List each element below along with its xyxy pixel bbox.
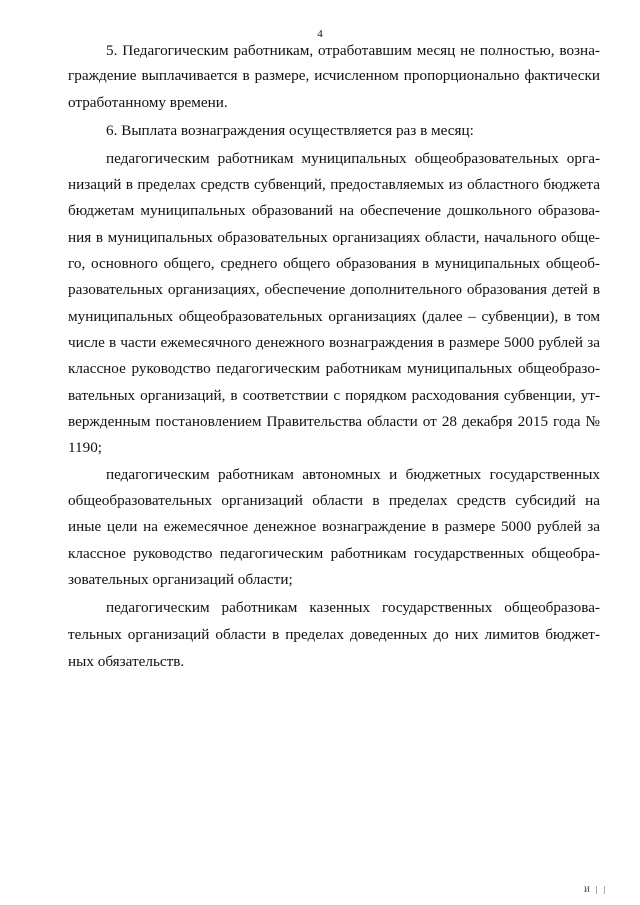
- text-line: вательных организаций, в соответствии с порядком расходования субвенции, ут-: [68, 387, 600, 404]
- text-line: тельных организаций области в пределах доведенных до них лимитов бюджет-: [68, 626, 600, 643]
- text-line: 5. Педагогическим работникам, отработавшим месяц не полностью, возна-: [106, 42, 600, 59]
- text-line: отработанному времени.: [68, 94, 228, 111]
- text-line: классное руководство педагогическим работникам муниципальных общеобразо-: [68, 360, 600, 377]
- text-line: вержденным постановлением Правительства области от 28 декабря 2015 года №: [68, 413, 600, 430]
- text-line: ных обязательств.: [68, 653, 185, 670]
- text-line: общеобразовательных организаций области в пределах средств субсидий на: [68, 492, 600, 509]
- text-line: классное руководство педагогическим работникам государственных общеобра-: [68, 545, 600, 562]
- text-line: зовательных организаций области;: [68, 571, 293, 588]
- text-line: ния в муниципальных образовательных организациях области, начального обще-: [68, 229, 600, 246]
- text-line: 1190;: [68, 439, 103, 456]
- text-line: разовательных организациях, обеспечение дополнительного образования детей в: [68, 281, 600, 298]
- text-line: числе в части ежемесячного денежного вознаграждения в размере 5000 рублей за: [68, 334, 600, 351]
- text-line: 6. Выплата вознаграждения осуществляется раз в месяц:: [106, 122, 474, 139]
- text-line: низаций в пределах средств субвенций, предоставляемых из областного бюджета: [68, 176, 600, 193]
- text-line: граждение выплачивается в размере, исчисленном пропорционально фактически: [68, 67, 600, 84]
- text-line: го, основного общего, среднего общего образования в муниципальных общеоб-: [68, 255, 600, 272]
- text-line: педагогическим работникам муниципальных общеобразовательных орга-: [106, 150, 600, 167]
- page-number: 4: [317, 28, 323, 40]
- text-line: педагогическим работникам казенных государственных общеобразова-: [106, 599, 600, 616]
- footer-mark: И | |: [584, 885, 607, 894]
- text-line: муниципальных общеобразовательных организациях (далее – субвенции), в том: [68, 308, 600, 325]
- text-line: иные цели на ежемесячное денежное вознаграждение в размере 5000 рублей за: [68, 518, 600, 535]
- text-line: бюджетам муниципальных образований на обеспечение дошкольного образова-: [68, 202, 600, 219]
- text-line: педагогическим работникам автономных и бюджетных государственных: [106, 466, 600, 483]
